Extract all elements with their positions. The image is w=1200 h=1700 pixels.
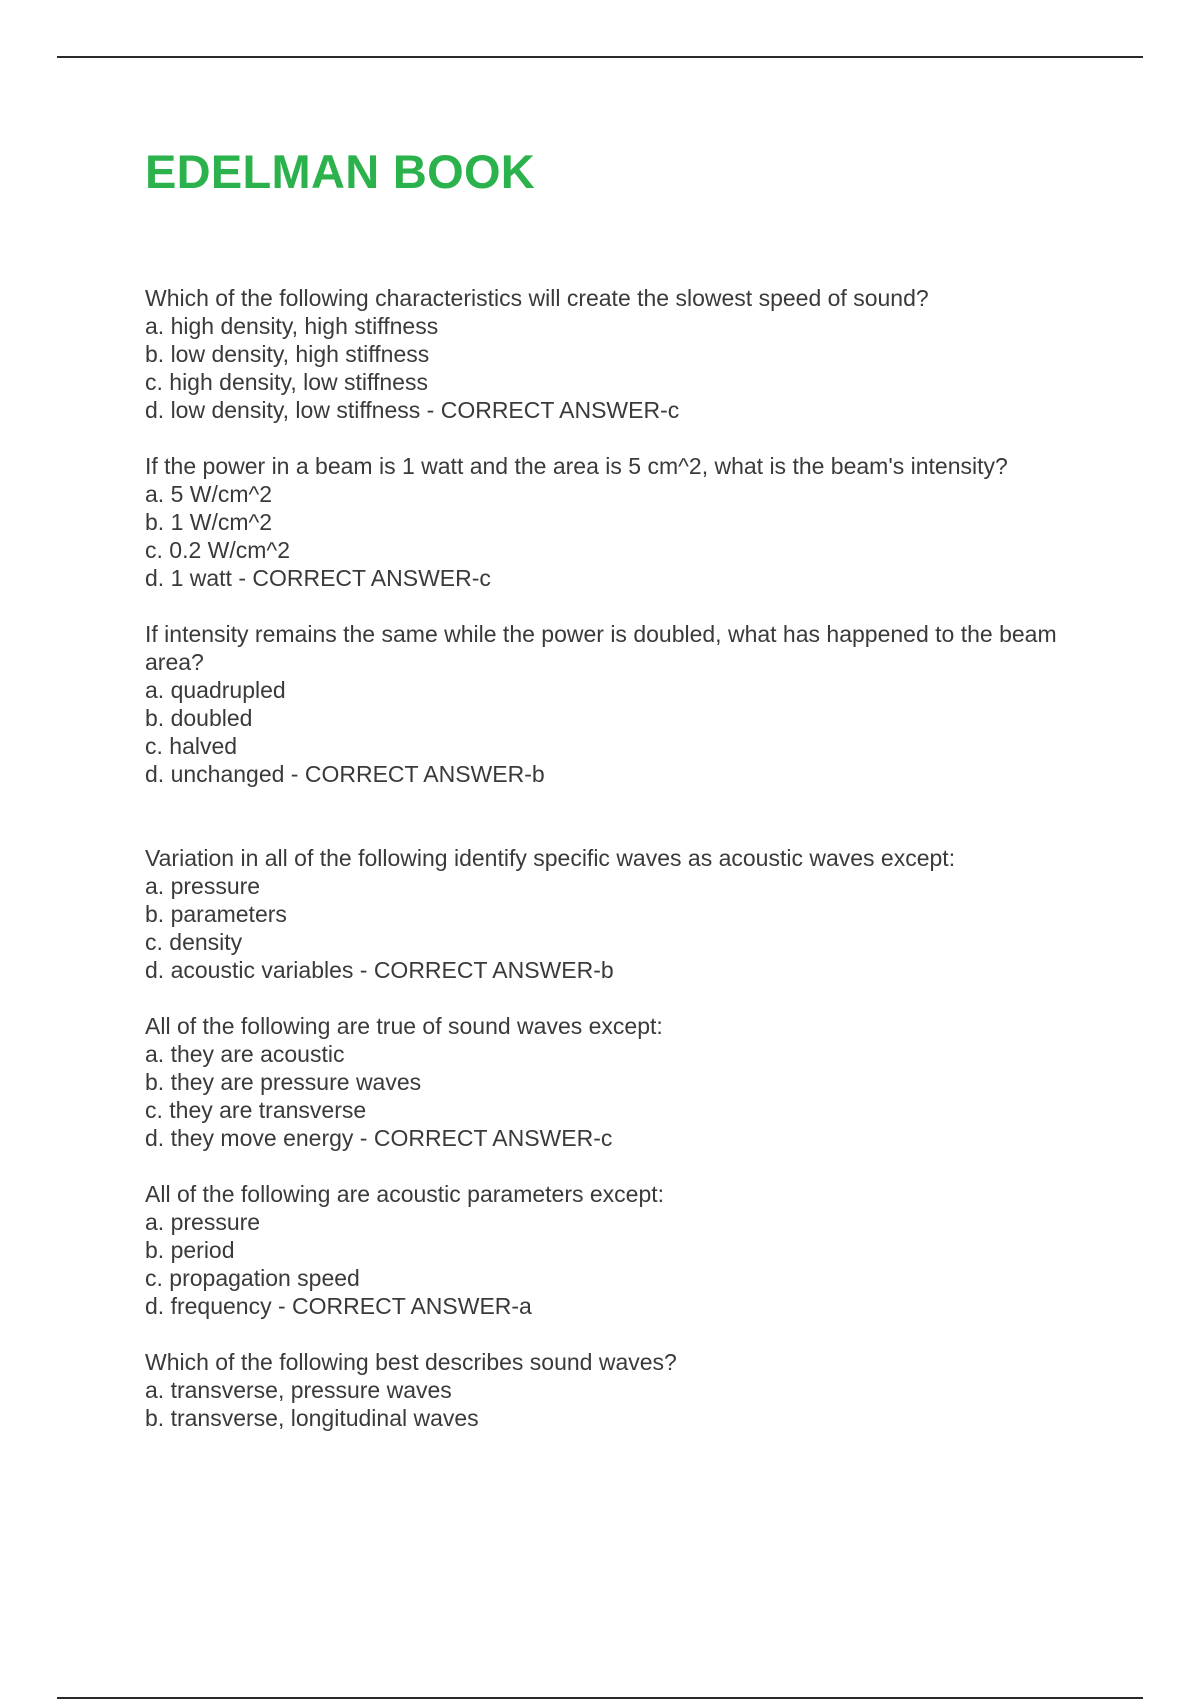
answer-option: c. density — [145, 929, 243, 955]
answer-option: d. low density, low stiffness - CORRECT ANSWER-c — [145, 397, 680, 423]
answer-option: c. high density, low stiffness — [145, 369, 428, 395]
answer-option: d. unchanged - CORRECT ANSWER-b — [145, 761, 545, 787]
document-title: EDELMAN BOOK — [145, 145, 536, 198]
answer-option: a. 5 W/cm^2 — [145, 481, 273, 507]
answer-option: b. 1 W/cm^2 — [145, 509, 273, 535]
answer-option: b. low density, high stiffness — [145, 341, 430, 367]
bottom-divider — [57, 1697, 1143, 1699]
answer-option: c. propagation speed — [145, 1265, 360, 1291]
answer-option: a. they are acoustic — [145, 1041, 345, 1067]
answer-option: c. halved — [145, 733, 238, 759]
answer-option: a. pressure — [145, 1209, 261, 1235]
answer-option: d. frequency - CORRECT ANSWER-a — [145, 1293, 532, 1319]
question-text: All of the following are acoustic parameters except: — [145, 1181, 665, 1207]
question-block — [145, 452, 1085, 592]
answer-option: a. high density, high stiffness — [145, 313, 439, 339]
answer-option: c. they are transverse — [145, 1097, 367, 1123]
answer-option: d. acoustic variables - CORRECT ANSWER-b — [145, 957, 614, 983]
question-block — [145, 844, 1085, 984]
answer-option: c. 0.2 W/cm^2 — [145, 537, 290, 563]
question-text: If the power in a beam is 1 watt and the area is 5 cm^2, what is the beam's intensity? — [145, 453, 1008, 479]
top-divider — [57, 56, 1143, 58]
answer-option: a. pressure — [145, 873, 261, 899]
answer-option: b. doubled — [145, 705, 253, 731]
answer-option: b. they are pressure waves — [145, 1069, 422, 1095]
question-list — [145, 284, 1085, 1460]
question-text: Variation in all of the following identify specific waves as acoustic waves except: — [145, 845, 956, 871]
question-text: Which of the following best describes sound waves? — [145, 1349, 677, 1375]
question-block — [145, 1012, 1085, 1152]
question-text: Which of the following characteristics will create the slowest speed of sound? — [145, 285, 929, 311]
question-text: All of the following are true of sound waves except: — [145, 1013, 663, 1039]
answer-option: d. 1 watt - CORRECT ANSWER-c — [145, 565, 491, 591]
answer-option: a. transverse, pressure waves — [145, 1377, 452, 1403]
answer-option: a. quadrupled — [145, 677, 286, 703]
answer-option: d. they move energy - CORRECT ANSWER-c — [145, 1125, 613, 1151]
question-block — [145, 620, 1085, 788]
answer-option: b. period — [145, 1237, 235, 1263]
question-block — [145, 284, 1085, 424]
question-block — [145, 1180, 1085, 1320]
question-block — [145, 1348, 1085, 1432]
answer-option: b. parameters — [145, 901, 287, 927]
question-text: If intensity remains the same while the power is doubled, what has happened to the beam area? — [145, 621, 1057, 675]
answer-option: b. transverse, longitudinal waves — [145, 1405, 479, 1431]
